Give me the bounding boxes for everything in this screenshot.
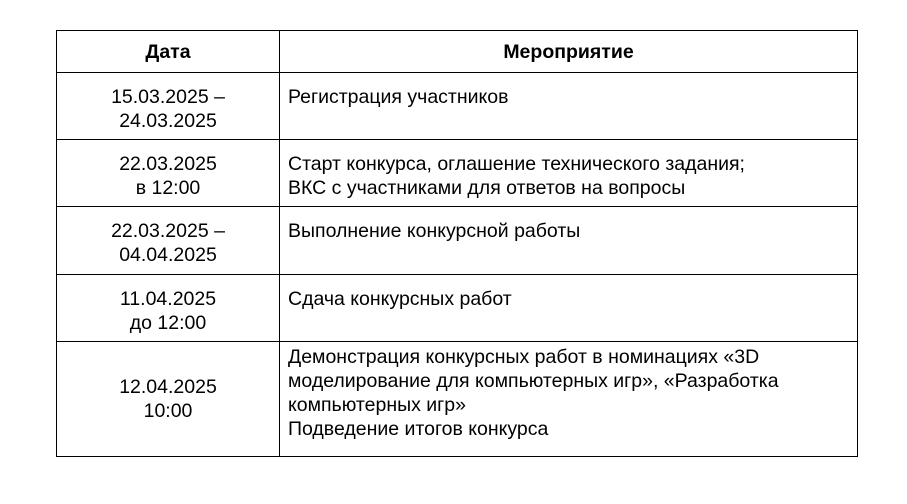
date-line: 24.03.2025 bbox=[119, 110, 217, 132]
event-cell bbox=[280, 342, 858, 457]
table-row bbox=[57, 342, 858, 457]
date-line: 22.03.2025 – bbox=[111, 220, 225, 242]
date-cell bbox=[57, 207, 280, 275]
date-line: 22.03.2025 bbox=[119, 153, 217, 175]
event-line: Выполнение конкурсной работы bbox=[288, 220, 581, 242]
event-line: Подведение итогов конкурса bbox=[288, 418, 549, 440]
event-cell bbox=[280, 140, 858, 207]
date-cell bbox=[57, 73, 280, 140]
date-line: 10:00 bbox=[143, 400, 193, 422]
date-cell bbox=[57, 342, 280, 457]
schedule-table bbox=[56, 30, 858, 457]
table-row bbox=[57, 140, 858, 207]
table-header-row bbox=[57, 31, 858, 73]
event-line: Демонстрация конкурсных работ в номинациях «3D моделирование для компьютерных игр», «Разработка компьютерных игр» bbox=[288, 346, 779, 416]
date-line: 11.04.2025 bbox=[119, 288, 217, 310]
header-event: Мероприятие bbox=[280, 31, 858, 73]
table-row bbox=[57, 207, 858, 275]
event-cell bbox=[280, 73, 858, 140]
date-line: до 12:00 bbox=[129, 312, 207, 334]
event-line: Регистрация участников bbox=[288, 86, 509, 108]
header-date: Дата bbox=[57, 31, 280, 73]
event-cell bbox=[280, 207, 858, 275]
date-line: 04.04.2025 bbox=[119, 244, 217, 266]
date-line: в 12:00 bbox=[135, 177, 201, 199]
event-line: Сдача конкурсных работ bbox=[288, 288, 512, 310]
table-row bbox=[57, 275, 858, 342]
table-row bbox=[57, 73, 858, 140]
date-cell bbox=[57, 140, 280, 207]
event-cell bbox=[280, 275, 858, 342]
date-line: 15.03.2025 – bbox=[111, 86, 225, 108]
date-cell bbox=[57, 275, 280, 342]
event-line: ВКС с участниками для ответов на вопросы bbox=[288, 177, 686, 199]
event-line: Старт конкурса, оглашение технического задания; bbox=[288, 153, 745, 175]
date-line: 12.04.2025 bbox=[119, 376, 217, 398]
